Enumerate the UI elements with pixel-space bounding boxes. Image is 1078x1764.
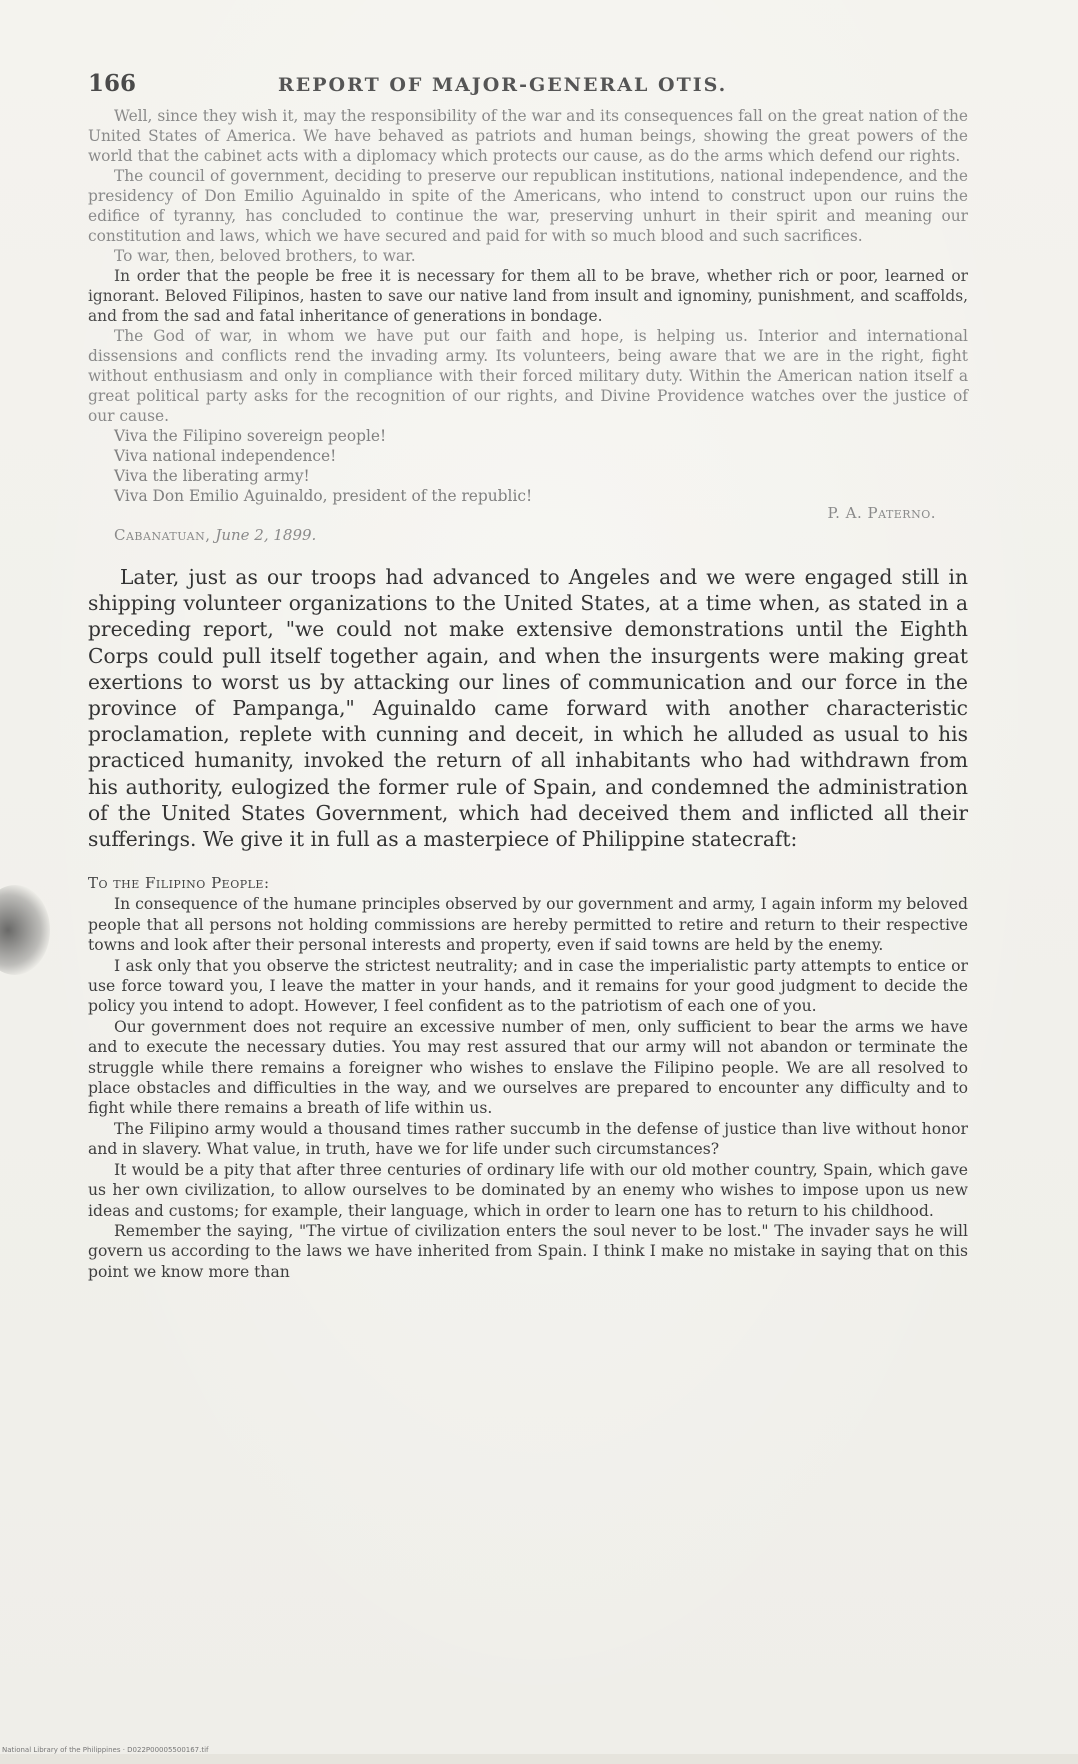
page-number: 166 [88,70,137,97]
aguinaldo-proclamation [88,872,968,1282]
proclamation-paragraph: To war, then, beloved brothers, to war. [114,247,416,265]
paterno-proclamation [88,106,968,546]
viva-line: Viva Don Emilio Aguinaldo, president of the republic! [114,487,533,505]
proclamation-paragraph: The God of war, in whom we have put our faith and hope, is helping us. Interior and international dissensions and conflicts rend the invading army. Its volunteers, being aware that we are in the right, fight without enthusiasm and only in compliance with their forced military duty. Within the American nation itself a great political party asks for the recognition of our rights, and Divine Providence watches over the justice of our cause. [88,327,968,425]
signature: P. A. Paterno. [827,504,936,522]
running-title: REPORT OF MAJOR-GENERAL OTIS. [278,74,728,96]
proclamation-paragraph: I ask only that you observe the strictest neutrality; and in case the imperialistic party attempts to entice or use force toward you, I leave the matter in your hands, and it remains for your good judgment to decide the policy you intend to adopt. However, I feel confident as to the patriotism of each one of you. [88,956,968,1016]
place: Cabanatuan, [114,526,211,544]
viva-list [88,426,968,506]
scan-bottom-band [0,1754,1078,1764]
viva-line: Viva national independence! [114,447,337,465]
page-header [88,70,968,106]
proclamation-paragraph: It would be a pity that after three centuries of ordinary life with our old mother country, Spain, which gave us her own civilization, to allow ourselves to be dominated by an enemy who wishes to impose upon us new ideas and customs; for example, their language, which in order to learn one has to return to his childhood. [88,1160,968,1220]
narrative-paragraph: Later, just as our troops had advanced to Angeles and we were engaged still in shipping volunteer organizations to the United States, at a time when, as stated in a preceding report, "we could not make extensive demonstrations until the Eighth Corps could pull itself together again, and when the insurgents were making great exertions to worst us by attacking our lines of communication and our force in the province of Pampanga," Aguinaldo came forward with another characteristic proclamation, replete with cunning and deceit, in which he alluded as usual to his practiced humanity, invoked the return of all inhabitants who had withdrawn from his authority, eulogized the former rule of Spain, and condemned the administration of the United States Government, which had deceived them and inflicted all their sufferings. We give it in full as a masterpiece of Philippine statecraft: [88,565,968,852]
proclamation-paragraph: The Filipino army would a thousand times rather succumb in the defense of justice than live without honor and in slavery. What value, in truth, have we for life under such circumstances? [88,1119,968,1159]
proclamation-paragraph: Remember the saying, "The virtue of civilization enters the soul never to be lost." The invader says he will govern us according to the laws we have inherited from Spain. I think I make no mistake in saying that on this point we know more than [88,1221,968,1281]
proclamation-paragraph: Well, since they wish it, may the responsibility of the war and its consequences fall on the great nation of the United States of America. We have behaved as patriots and human beings, showing the great powers of the world that the cabinet acts with a diplomacy which protects our cause, as do the arms which defend our rights. [88,107,968,165]
salutation: To the Filipino People: [88,874,270,893]
page-content [88,70,968,1282]
proclamation-paragraph: Our government does not require an excessive number of men, only sufficient to bear the arms we have and to execute the necessary duties. You may rest assured that our army will not abandon or terminate the struggle while there remains a foreigner who wishes to enslave the Filipino people. We are all resolved to place obstacles and difficulties in the way, and we ourselves are prepared to encounter any difficulty and to fight while there remains a breath of life within us. [88,1017,968,1118]
proclamation-paragraph: In consequence of the humane principles observed by our government and army, I again inform my beloved people that all persons not holding commissions are hereby permitted to retire and return to their respective towns and look after their personal interests and property, even if said towns are held by the enemy. [88,895,968,955]
proclamation-paragraph: In order that the people be free it is necessary for them all to be brave, whether rich or poor, learned or ignorant. Beloved Filipinos, hasten to save our native land from insult and ignominy, punishment, and scaffolds, and from the sad and fatal inheritance of generations in bondage. [88,267,968,325]
viva-line: Viva the Filipino sovereign people! [114,427,387,445]
proclamation-paragraph: The council of government, deciding to preserve our republican institutions, national independence, and the presidency of Don Emilio Aguinaldo in spite of the Americans, who intend to construct upon our ruins the edifice of tyranny, has concluded to continue the war, preserving unhurt in their spirit and meaning our constitution and laws, which we have secured and paid for with so much blood and such sacrifices. [88,167,968,245]
viva-line: Viva the liberating army! [114,467,310,485]
place-date [88,524,968,546]
date: June 2, 1899. [215,526,317,544]
scan-credit: National Library of the Philippines · D022P00005500167.tif [2,1746,209,1754]
thumb-shadow [0,885,50,975]
